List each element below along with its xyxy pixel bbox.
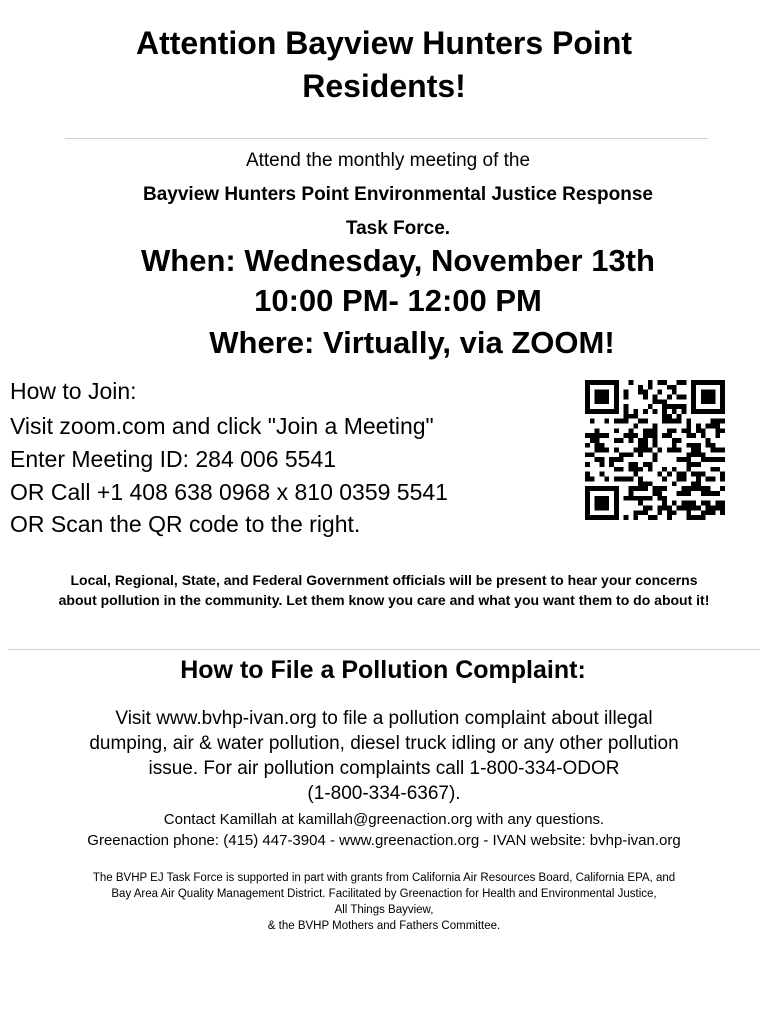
support-line-3: All Things Bayview, — [334, 904, 434, 916]
support-line-1: The BVHP EJ Task Force is supported in part with grants from California Air Resources Board, California EPA, and — [92, 872, 676, 884]
title-line-1: Attention Bayview Hunters Point — [135, 25, 633, 61]
complaint-line-2: dumping, air & water pollution, diesel truck idling or any other pollution — [89, 733, 679, 754]
phone-line: Greenaction phone: (415) 447-3904 - www.greenaction.org - IVAN website: bvhp-ivan.org — [87, 832, 681, 849]
join-step-meeting-id: Enter Meeting ID: 284 006 5541 — [10, 446, 337, 472]
meeting-date: When: Wednesday, November 13th — [141, 243, 655, 278]
task-force-name-line-1: Bayview Hunters Point Environmental Justice Response — [143, 184, 653, 205]
officials-notice-line-1: Local, Regional, State, and Federal Government officials will be present to hear your concerns — [70, 572, 698, 588]
support-footer — [40, 870, 728, 934]
join-step-qr: OR Scan the QR code to the right. — [10, 511, 361, 537]
qr-code-icon[interactable] — [585, 380, 725, 520]
support-line-4: & the BVHP Mothers and Fathers Committee. — [267, 920, 501, 932]
title-line-2: Residents! — [302, 68, 466, 104]
complaint-heading: How to File a Pollution Complaint: — [180, 656, 586, 684]
complaint-line-1: Visit www.bvhp-ivan.org to file a pollution complaint about illegal — [115, 708, 653, 729]
divider-middle — [8, 649, 760, 650]
officials-notice — [0, 570, 768, 610]
page-title — [40, 22, 728, 108]
task-force-name — [60, 178, 736, 246]
complaint-line-3: issue. For air pollution complaints call 1-800-334-ODOR — [148, 758, 620, 779]
complaint-instructions — [40, 706, 728, 806]
contact-line: Contact Kamillah at kamillah@greenaction.org with any questions. — [163, 811, 605, 828]
join-step-phone: OR Call +1 408 638 0968 x 810 0359 5541 — [10, 479, 448, 505]
divider-top — [65, 138, 708, 139]
how-to-join-heading: How to Join: — [10, 378, 137, 404]
support-line-2: Bay Area Air Quality Management District. Facilitated by Greenaction for Health and Environmental Justice, — [111, 888, 657, 900]
officials-notice-line-2: about pollution in the community. Let them know you care and what you want them to do about it! — [58, 592, 710, 608]
join-step-zoom: Visit zoom.com and click "Join a Meeting" — [10, 413, 434, 439]
meeting-location: Where: Virtually, via ZOOM! — [209, 325, 615, 360]
task-force-name-line-2: Task Force. — [345, 218, 451, 239]
meeting-time: 10:00 PM- 12:00 PM — [254, 283, 542, 318]
complaint-line-4: (1-800-334-6367). — [307, 783, 461, 804]
meeting-intro: Attend the monthly meeting of the — [245, 150, 531, 171]
